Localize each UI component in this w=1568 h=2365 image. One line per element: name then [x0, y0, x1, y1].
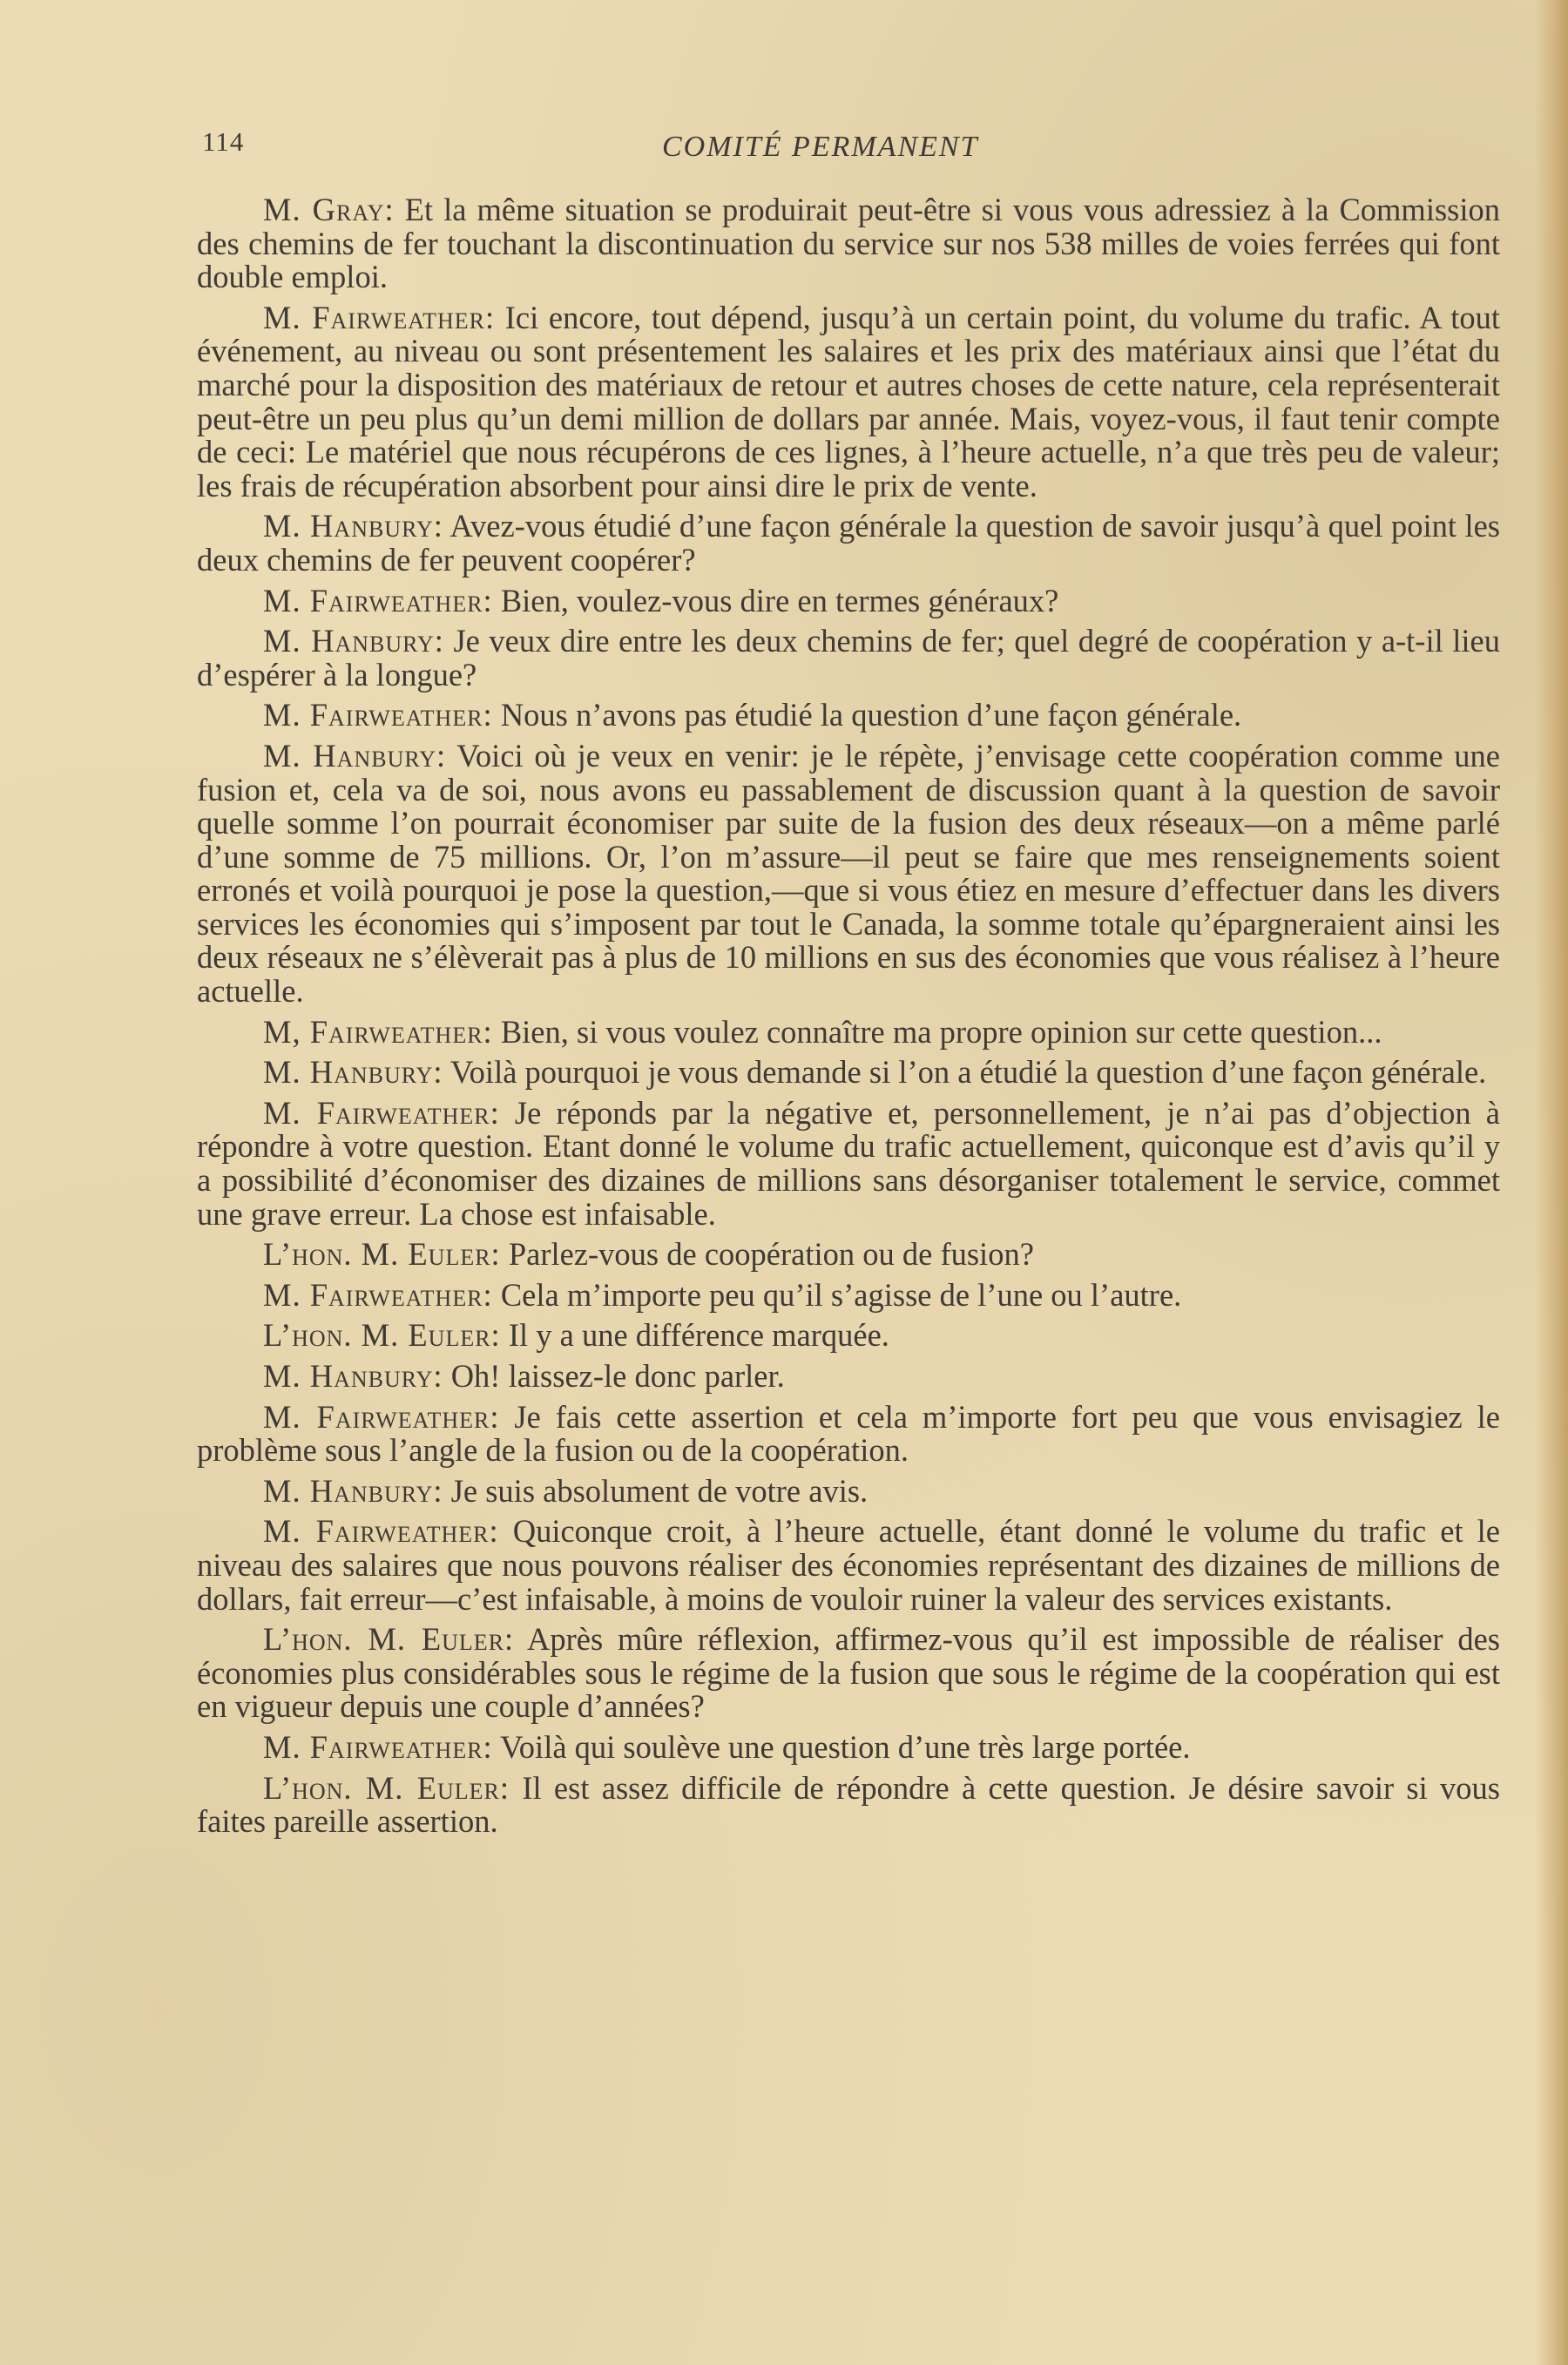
- paragraph: [197, 1515, 1500, 1616]
- page-number: 114: [202, 126, 245, 157]
- paragraph: [197, 510, 1500, 577]
- speaker-name: L’hon. M. Euler:: [263, 1769, 510, 1806]
- paragraph: [197, 1094, 1501, 1232]
- speech-text: Je suis absolument de votre avis.: [443, 1472, 868, 1509]
- paragraph: [197, 699, 1500, 733]
- speech-text: Voici où je veux en venir: je le répète, j’envisage cette coopération comme une fusion et, cela va de soi, nous avons eu passablement de discussion quant à la question de savoir quelle somme l’on pourrait économiser par suite de la fusion des deux réseaux—on a même parlé d’une somme de 75 millions. Or, l’on m’assure—il peut se faire que mes renseignements soient erronés et voilà pourquoi je pose la question,—que si vous étiez en mesure d’effectuer dans les divers services les économies qui s’imposent par tout le Canada, la somme totale qu’épargneraient ainsi les deux réseaux ne s’élèverait pas à plus de 10 millions en sus des économies que vous réalisez à l’heure actuelle.: [197, 737, 1501, 1010]
- running-title: COMITÉ PERMANENT: [662, 131, 979, 163]
- speaker-name: L’hon. M. Euler:: [263, 1236, 501, 1273]
- speech-text: Je réponds par la négative et, personnellement, je n’ai pas d’objection à répondre à votre question. Etant donné le volume du trafic actuellement, quiconque est d’avis qu’il y a possibilité d’économiser des dizaines de millions sans désorganiser totalement le service, commet une grave erreur. La chose est infaisable.: [197, 1094, 1501, 1232]
- paragraph: [197, 625, 1500, 692]
- speaker-name: M, Fairweather:: [263, 1013, 493, 1050]
- paragraph: [197, 1398, 1500, 1469]
- speech-text: Voilà qui soulève une question d’une très large portée.: [492, 1728, 1191, 1765]
- speech-text: Après mûre réflexion, affirmez-vous qu’il est impossible de réaliser des économies plus considérables sous le régime de la fusion que sous le régime de la coopération qui est en vigueur depuis une couple d’années?: [197, 1621, 1500, 1725]
- speaker-name: M. Fairweather:: [263, 299, 496, 335]
- speech-text: Oh! laissez-le donc parler.: [443, 1358, 785, 1394]
- speech-text: Ici encore, tout dépend, jusqu’à un certain point, du volume du trafic. A tout événement, au niveau ou sont présentement les salaires et les prix des matériaux ainsi que l’état du marché pour la disposition des matériaux de retour et autres choses de cette nature, cela représenterait peut-être un peu plus qu’un demi million de dollars par année. Mais, voyez-vous, il faut tenir compte de ceci: Le matériel que nous récupérons de ces lignes, à l’heure actuelle, n’a que très peu de valeur; les frais de récupération absorbent pour ainsi dire le prix de vente.: [197, 299, 1500, 503]
- paragraph: [197, 1360, 1500, 1394]
- paragraph: [197, 1238, 1500, 1272]
- speaker-name: M. Hanbury:: [263, 623, 444, 659]
- speaker-name: L’hon. M. Euler:: [263, 1317, 501, 1354]
- paragraph: [197, 1728, 1500, 1765]
- speech-text: Voilà pourquoi je vous demande si l’on a étudié la question d’une façon générale.: [443, 1054, 1487, 1091]
- speech-text: Avez-vous étudié d’une façon générale la question de savoir jusqu’à quel point les deux chemins de fer peuvent coopérer?: [197, 508, 1501, 578]
- speaker-name: M. Hanbury:: [263, 1054, 443, 1091]
- paragraph: [197, 1769, 1501, 1840]
- speaker-name: M. Hanbury:: [263, 1472, 443, 1509]
- speaker-name: L’hon. M. Euler:: [263, 1621, 515, 1658]
- speech-text: Je veux dire entre les deux chemins de fer; quel degré de coopération y a-t-il lieu d’espérer à la longue?: [197, 623, 1500, 693]
- speech-text: Je fais cette assertion et cela m’importe fort peu que vous envisagiez le problème sous l’angle de la fusion ou de la coopération.: [197, 1398, 1500, 1469]
- paragraph: [197, 193, 1500, 294]
- speaker-name: M. Hanbury:: [263, 737, 447, 774]
- speaker-name: M. Fairweather:: [263, 1276, 493, 1313]
- speaker-name: M. Fairweather:: [263, 1728, 493, 1765]
- speech-text: Cela m’importe peu qu’il s’agisse de l’une ou l’autre.: [492, 1276, 1182, 1313]
- paragraph: [197, 1013, 1500, 1050]
- speech-text: Nous n’avons pas étudié la question d’une façon générale.: [492, 697, 1242, 733]
- speech-text: Et la même situation se produirait peut-être si vous vous adressiez à la Commission des chemins de fer touchant la discontinuation du service sur nos 538 milles de voies ferrées qui font double emploi.: [197, 192, 1501, 295]
- speaker-name: M. Fairweather:: [263, 1398, 500, 1435]
- speech-text: Il est assez difficile de répondre à cette question. Je désire savoir si vous faites pareille assertion.: [197, 1769, 1501, 1840]
- speech-text: Bien, voulez-vous dire en termes généraux?: [492, 582, 1059, 618]
- speaker-name: M. Fairweather:: [263, 582, 493, 618]
- transcript-body: [197, 193, 1500, 1846]
- paragraph: [197, 1623, 1500, 1724]
- speaker-name: M. Fairweather:: [263, 1094, 500, 1131]
- paragraph: [197, 737, 1501, 1010]
- paragraph: [197, 584, 1500, 618]
- paragraph: [197, 1056, 1500, 1090]
- page-edge-shadow: [1535, 0, 1568, 2365]
- page-header: [0, 126, 1568, 170]
- speech-text: Bien, si vous voulez connaître ma propre opinion sur cette question...: [492, 1013, 1382, 1050]
- speech-text: Il y a une différence marquée.: [500, 1317, 889, 1354]
- speaker-name: M. Gray:: [263, 192, 395, 227]
- speaker-name: M. Fairweather:: [263, 1513, 499, 1550]
- paragraph: [197, 301, 1500, 503]
- speaker-name: M. Hanbury:: [263, 508, 443, 544]
- paragraph: [197, 1472, 1500, 1509]
- speech-text: Quiconque croit, à l’heure actuelle, étant donné le volume du trafic et le niveau des salaires que nous pouvons réaliser des économies représentant des dizaines de millions de dollars, fait erreur—c’est infaisable, à moins de vouloir ruiner la valeur des services existants.: [197, 1513, 1500, 1617]
- paragraph: [197, 1319, 1500, 1353]
- paragraph: [197, 1276, 1500, 1313]
- speaker-name: M. Fairweather:: [263, 697, 493, 733]
- speaker-name: M. Hanbury:: [263, 1358, 443, 1394]
- speech-text: Parlez-vous de coopération ou de fusion?: [500, 1236, 1034, 1273]
